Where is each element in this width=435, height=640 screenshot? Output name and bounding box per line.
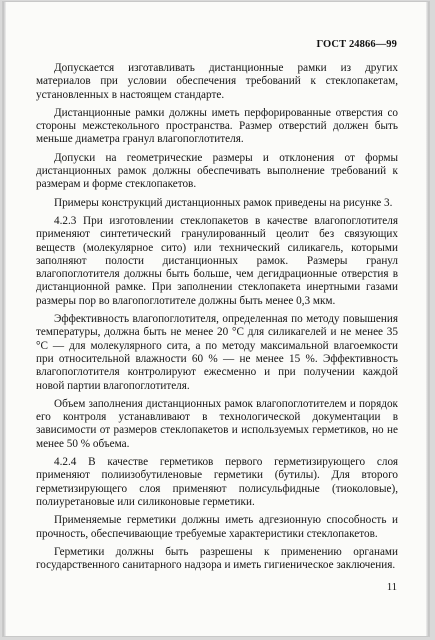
paragraph: Допускается изготавливать дистанционные рамки из других материалов при условии обеспечения требований к стеклопакетам, установленных в настоящем стандарте. [36,62,398,101]
scan-edge-left [3,2,6,636]
scan-edge-right [426,2,429,636]
paragraph: 4.2.4 В качестве герметиков первого герметизирующего слоя применяют полиизобутиленовые герметики (бутилы). Для второго герметизирующего слоя применяют полисульфидные (тиоколовые), полиуретановые или силиконовые герметики. [36,456,398,508]
paragraph: Применяемые герметики должны иметь адгезионную способность и прочность, обеспечивающие требуемые характеристики стеклопакетов. [36,514,398,540]
paragraph: Объем заполнения дистанционных рамок влагопоглотителем и порядок его контроля устанавливают в технологической документации в зависимости от размеров стеклопакетов и используемых герметиков, но не менее 50 % объема. [36,397,398,450]
paragraph: Примеры конструкций дистанционных рамок приведены на рисунке 3. [54,196,393,209]
paragraph: Допуски на геометрические размеры и отклонения от формы дистанционных рамок должны обеспечивать выполнение требований к размерам и форме стеклопакетов. [36,151,398,191]
document-page [3,2,429,636]
standard-header: ГОСТ 24866—99 [316,39,397,50]
paragraph: Эффективность влагопоглотителя, определенная по методу повышения температуры, должна быть не менее 20 °С для силикагелей и не менее 35 °С — для молекулярного сита, а по методу максимальной влагоемкости при относительной влажности 60 % — не менее 15 %. Эффективность влагопоглотителя контролируют ежесменно и при получении каждой новой партии влагопоглотителя. [36,313,398,392]
paragraph: 4.2.3 При изготовлении стеклопакетов в качестве влагопоглотителя применяют синтетический гранулированный цеолит без связующих веществ (молекулярное сито) или технический силикагель, которыми заполняют полости дистанционных рамок. Размеры гранул влагопоглотителя должны быть больше, чем дегидрационные отверстия в дистанционной рамке. При заполнении стеклопакета инертными газами размеры пор во влагопоглотителе должны быть менее 0,3 мкм. [36,214,398,307]
paragraph: Герметики должны быть разрешены к применению органами государственного санитарного надзора и иметь гигиеническое заключения. [36,545,398,572]
body-text [36,62,398,577]
paragraph: Дистанционные рамки должны иметь перфорированные отверстия со стороны межстекольного пространства. Размер отверстий должен быть меньше диаметра гранул влагопоглотителя. [36,106,398,146]
page-number: 11 [386,582,397,593]
